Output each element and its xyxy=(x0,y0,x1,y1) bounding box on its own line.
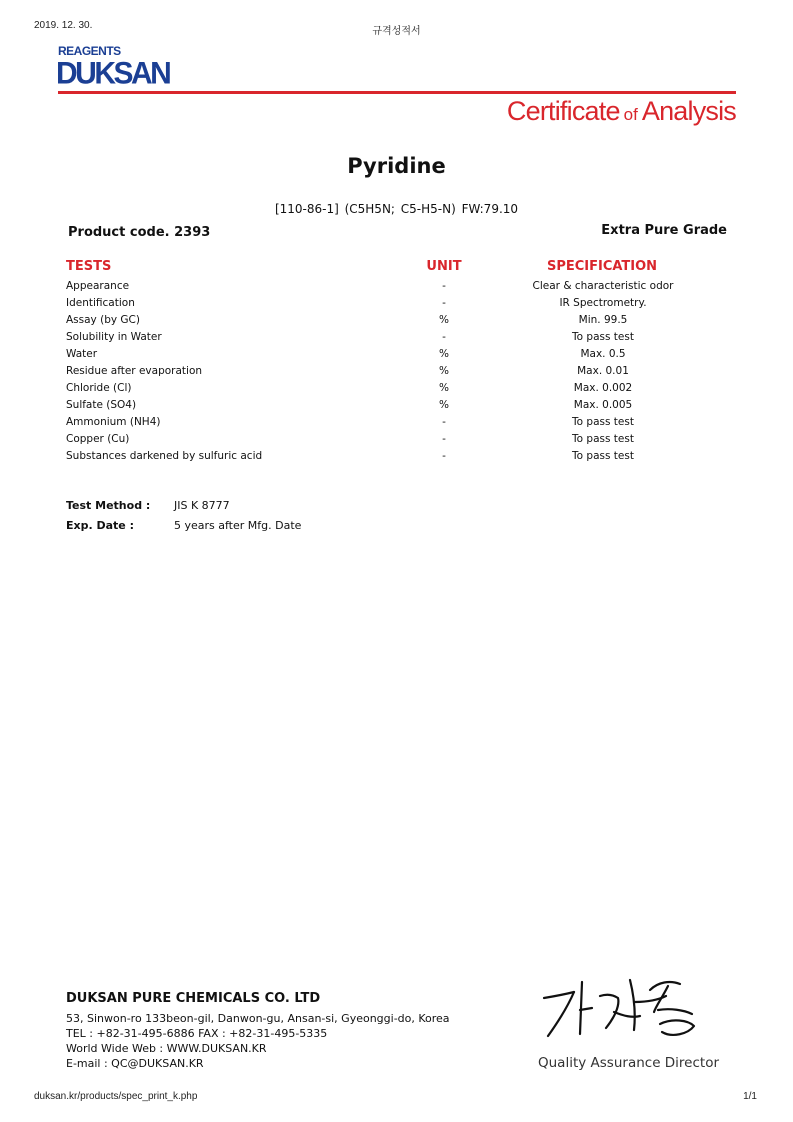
table-row xyxy=(0,330,793,347)
company-web: World Wide Web : WWW.DUKSAN.KR xyxy=(66,1042,267,1055)
logo-duksan: DUKSAN xyxy=(56,56,170,91)
product-name: Pyridine xyxy=(347,154,446,178)
test-unit: - xyxy=(442,297,446,309)
company-phone: TEL : +82-31-495-6886 FAX : +82-31-495-5335 xyxy=(66,1027,328,1040)
test-name: Appearance xyxy=(66,280,130,292)
print-url: duksan.kr/products/spec_print_k.php xyxy=(34,1091,198,1102)
signature-image xyxy=(534,972,714,1052)
exp-date-value: 5 years after Mfg. Date xyxy=(174,519,302,532)
header-tests: TESTS xyxy=(66,259,112,274)
certificate-title xyxy=(507,96,736,127)
test-spec: Max. 0.005 xyxy=(573,399,633,411)
test-method-value: JIS K 8777 xyxy=(174,499,230,512)
test-spec: Max. 0.5 xyxy=(580,348,626,360)
test-unit: % xyxy=(439,314,449,326)
test-name: Substances darkened by sulfuric acid xyxy=(66,450,263,462)
test-spec: Max. 0.01 xyxy=(577,365,629,377)
test-name: Chloride (Cl) xyxy=(66,382,132,394)
table-row xyxy=(0,347,793,364)
company-email: E-mail : QC@DUKSAN.KR xyxy=(66,1057,204,1070)
table-row xyxy=(0,279,793,296)
test-method-label: Test Method : xyxy=(66,499,151,512)
test-name: Sulfate (SO4) xyxy=(66,399,137,411)
test-spec: Min. 99.5 xyxy=(578,314,628,326)
header-unit: UNIT xyxy=(426,259,462,274)
table-row xyxy=(0,415,793,432)
company-address: 53, Sinwon-ro 133beon-gil, Danwon-gu, Ansan-si, Gyeonggi-do, Korea xyxy=(66,1012,450,1025)
product-code: Product code. 2393 xyxy=(68,225,211,240)
product-grade: Extra Pure Grade xyxy=(601,223,727,238)
test-unit: % xyxy=(439,382,449,394)
spec-table xyxy=(0,279,793,466)
exp-date-label: Exp. Date : xyxy=(66,519,134,532)
test-spec: Clear & characteristic odor xyxy=(532,280,674,292)
print-page-number: 1/1 xyxy=(743,1091,757,1102)
test-name: Residue after evaporation xyxy=(66,365,203,377)
logo-reagents: REAGENTS xyxy=(58,44,121,58)
test-spec: To pass test xyxy=(572,433,634,445)
test-name: Solubility in Water xyxy=(66,331,162,343)
test-name: Copper (Cu) xyxy=(66,433,130,445)
product-identifiers: [110-86-1] (C5H5N; C5-H5-N) FW:79.10 xyxy=(274,202,519,216)
table-row xyxy=(0,398,793,415)
test-unit: % xyxy=(439,365,449,377)
table-row xyxy=(0,296,793,313)
company-name: DUKSAN PURE CHEMICALS CO. LTD xyxy=(66,991,321,1006)
certificate-word-3: Analysis xyxy=(641,96,736,126)
test-name: Identification xyxy=(66,297,135,309)
qa-director-title: Quality Assurance Director xyxy=(538,1055,720,1071)
test-unit: % xyxy=(439,399,449,411)
print-date: 2019. 12. 30. xyxy=(34,20,93,31)
test-spec: IR Spectrometry. xyxy=(559,297,647,309)
test-name: Assay (by GC) xyxy=(66,314,140,326)
test-spec: To pass test xyxy=(572,450,634,462)
test-spec: To pass test xyxy=(572,331,634,343)
print-doc-title: 규격성적서 xyxy=(372,26,421,37)
test-spec: To pass test xyxy=(572,416,634,428)
certificate-word-2: of xyxy=(623,105,638,124)
header-specification: SPECIFICATION xyxy=(546,259,658,274)
table-row xyxy=(0,432,793,449)
test-unit: - xyxy=(442,450,446,462)
table-row xyxy=(0,381,793,398)
test-unit: - xyxy=(442,331,446,343)
test-spec: Max. 0.002 xyxy=(573,382,633,394)
test-unit: - xyxy=(442,280,446,292)
table-row xyxy=(0,449,793,466)
table-row xyxy=(0,313,793,330)
test-unit: % xyxy=(439,348,449,360)
test-unit: - xyxy=(442,433,446,445)
table-row xyxy=(0,364,793,381)
certificate-word-1: Certificate xyxy=(506,96,620,126)
test-name: Ammonium (NH4) xyxy=(66,416,161,428)
header-divider xyxy=(58,91,736,94)
test-unit: - xyxy=(442,416,446,428)
test-name: Water xyxy=(66,348,98,360)
